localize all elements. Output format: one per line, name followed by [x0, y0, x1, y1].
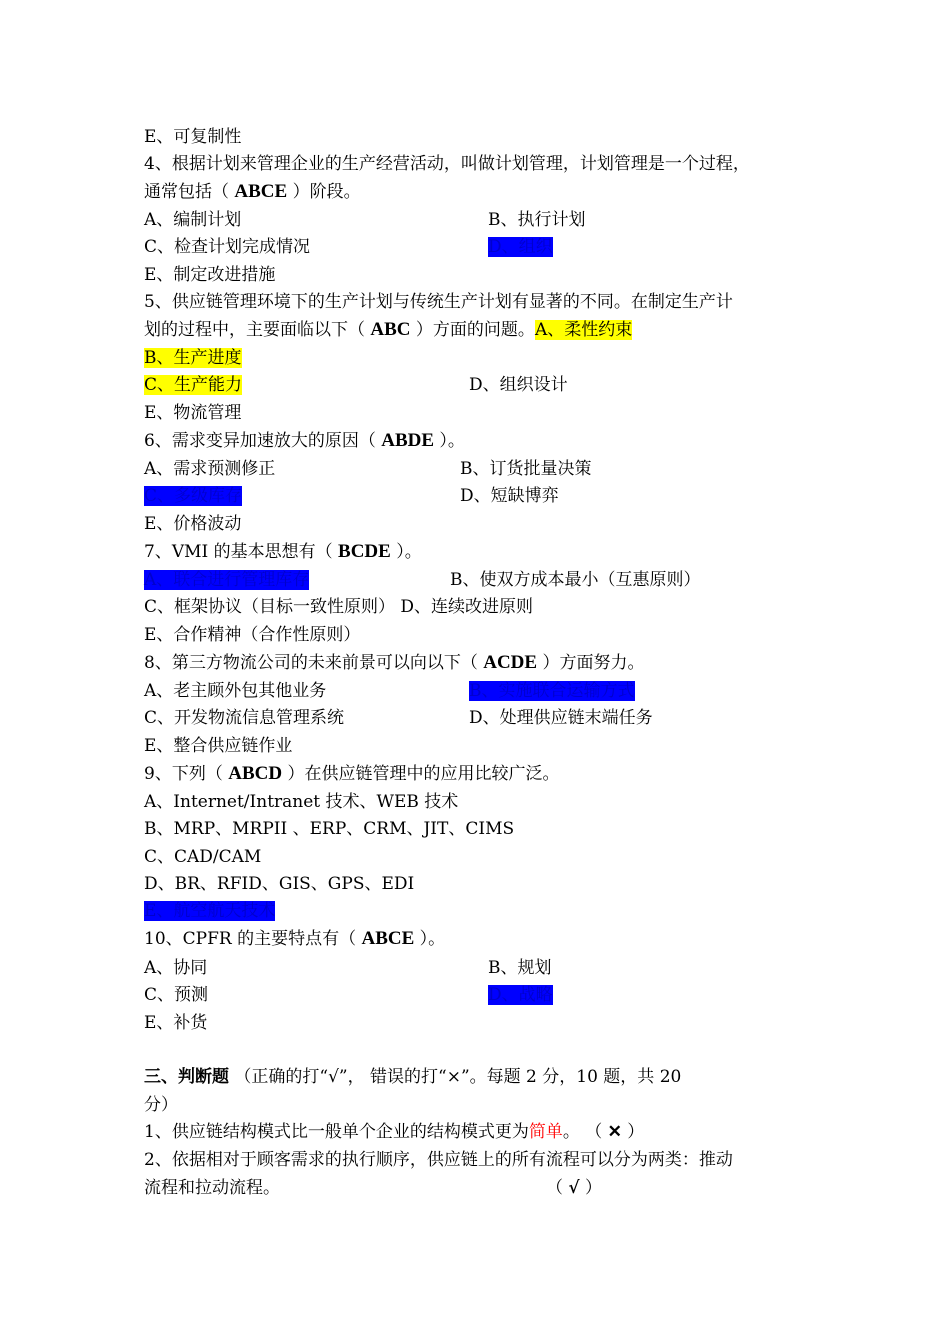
cross-mark: ✕ — [607, 1122, 622, 1142]
option-e: E、可复制性 — [144, 127, 242, 147]
section-3-heading-cont: 分） — [144, 1095, 178, 1115]
text: 划的过程中，主要面临以下（ — [144, 320, 371, 340]
answer: ACDE — [483, 652, 538, 673]
option-b — [144, 347, 242, 369]
option-d: D、短缺博弈 — [460, 486, 559, 506]
answer: ABDE — [381, 430, 435, 451]
highlight: A、联合进行管理库存 — [144, 570, 310, 590]
question-4-text-cont — [144, 181, 361, 203]
question-4-text: 4、根据计划来管理企业的生产经营活动，叫做计划管理，计划管理是一个过程， — [144, 154, 750, 174]
option-b — [469, 680, 635, 702]
question-8-text — [144, 652, 644, 674]
text: ）在供应链管理中的应用比较广泛。 — [282, 764, 560, 784]
answer: ABC — [370, 319, 411, 340]
option-b: B、MRP、MRPII 、ERP、CRM、JIT、CIMS — [144, 819, 515, 839]
option-e: E、补货 — [144, 1013, 208, 1033]
answer: ABCE — [234, 181, 288, 202]
highlight: B、实施联合运输方式 — [469, 681, 635, 701]
judgment-2-cont: 流程和拉动流程。 — [144, 1178, 280, 1198]
option-e: E、制定改进措施 — [144, 265, 276, 285]
option-d: D、处理供应链末端任务 — [469, 708, 653, 728]
option-b: B、订货批量决策 — [460, 459, 592, 479]
highlight: D、战略 — [488, 985, 553, 1005]
highlight: B、生产进度 — [144, 348, 242, 368]
highlight: A、柔性约束 — [534, 320, 633, 340]
option-c — [144, 485, 242, 507]
highlight: E、航空航天技术 — [144, 901, 276, 921]
option-e: E、物流管理 — [144, 403, 242, 423]
judgment-2: 2、依据相对于顾客需求的执行顺序，供应链上的所有流程可以分为两类：推动 — [144, 1150, 733, 1170]
option-c: C、预测 — [144, 985, 209, 1005]
question-6-text — [144, 430, 465, 452]
text: ）方面努力。 — [537, 653, 645, 673]
option-b: B、使双方成本最小（互惠原则） — [450, 570, 701, 590]
option-c: C、检查计划完成情况 — [144, 237, 311, 257]
text: 1、供应链结构模式比一般单个企业的结构模式更为 — [144, 1122, 529, 1142]
option-d: D、BR、RFID、GIS、GPS、EDI — [144, 874, 415, 894]
question-9-text — [144, 763, 559, 785]
option-c — [144, 374, 242, 396]
text: ）阶段。 — [287, 182, 361, 202]
option-e: E、价格波动 — [144, 514, 242, 534]
answer: ABCD — [228, 763, 283, 784]
section-3-heading — [144, 1066, 681, 1088]
option-e: E、合作精神（合作性原则） — [144, 625, 361, 645]
question-7-text — [144, 541, 422, 563]
check-mark: √ — [568, 1178, 580, 1198]
text: 10、CPFR 的主要特点有（ — [144, 929, 362, 949]
option-a: A、协同 — [144, 958, 208, 978]
judgment-1 — [144, 1121, 644, 1143]
question-10-text — [144, 928, 445, 950]
option-d: D、组织设计 — [469, 375, 568, 395]
option-e: E、整合供应链作业 — [144, 736, 293, 756]
answer: BCDE — [338, 541, 391, 562]
option-a: A、老主顾外包其他业务 — [144, 681, 327, 701]
option-d — [488, 984, 553, 1006]
option-a: A、需求预测修正 — [144, 459, 276, 479]
question-5-text: 5、供应链管理环境下的生产计划与传统生产计划有显著的不同。在制定生产计 — [144, 292, 733, 312]
option-c: C、CAD/CAM — [144, 847, 262, 867]
highlight: C、生产能力 — [144, 375, 243, 395]
option-a — [144, 569, 309, 591]
section-title: 三、判断题 — [144, 1067, 229, 1087]
answer: ABCE — [361, 928, 415, 949]
text: 通常包括（ — [144, 182, 235, 202]
option-c: C、开发物流信息管理系统 — [144, 708, 345, 728]
text: 。 （ — [562, 1122, 608, 1142]
text: 7、VMI 的基本思想有（ — [144, 542, 339, 562]
text: 6、需求变异加速放大的原因（ — [144, 431, 382, 451]
text: （ — [546, 1178, 569, 1198]
option-b: B、规划 — [488, 958, 552, 978]
text: ）。 — [414, 929, 446, 949]
option-a: A、Internet/Intranet 技术、WEB 技术 — [144, 792, 459, 812]
text: ） — [621, 1122, 645, 1142]
judgment-2-answer — [546, 1177, 602, 1199]
text: ）。 — [390, 542, 422, 562]
option-c-d: C、框架协议（目标一致性原则） D、连续改进原则 — [144, 597, 534, 617]
text: 9、下列（ — [144, 764, 229, 784]
highlight: D、组织 — [488, 237, 553, 257]
highlight: C、多级库存 — [144, 486, 243, 506]
option-b: B、执行计划 — [488, 210, 586, 230]
section-instructions: （正确的打“√”， 错误的打“×”。每题 2 分，10 题，共 20 — [229, 1067, 682, 1087]
option-a: A、编制计划 — [144, 210, 242, 230]
red-text: 简单 — [528, 1122, 563, 1142]
text: 8、第三方物流公司的未来前景可以向以下（ — [144, 653, 484, 673]
text: ） — [579, 1178, 602, 1198]
text: ）。 — [434, 431, 465, 451]
question-5-text-cont — [144, 319, 632, 341]
text: ）方面的问题。 — [410, 320, 535, 340]
option-e — [144, 900, 275, 922]
option-d — [488, 236, 553, 258]
